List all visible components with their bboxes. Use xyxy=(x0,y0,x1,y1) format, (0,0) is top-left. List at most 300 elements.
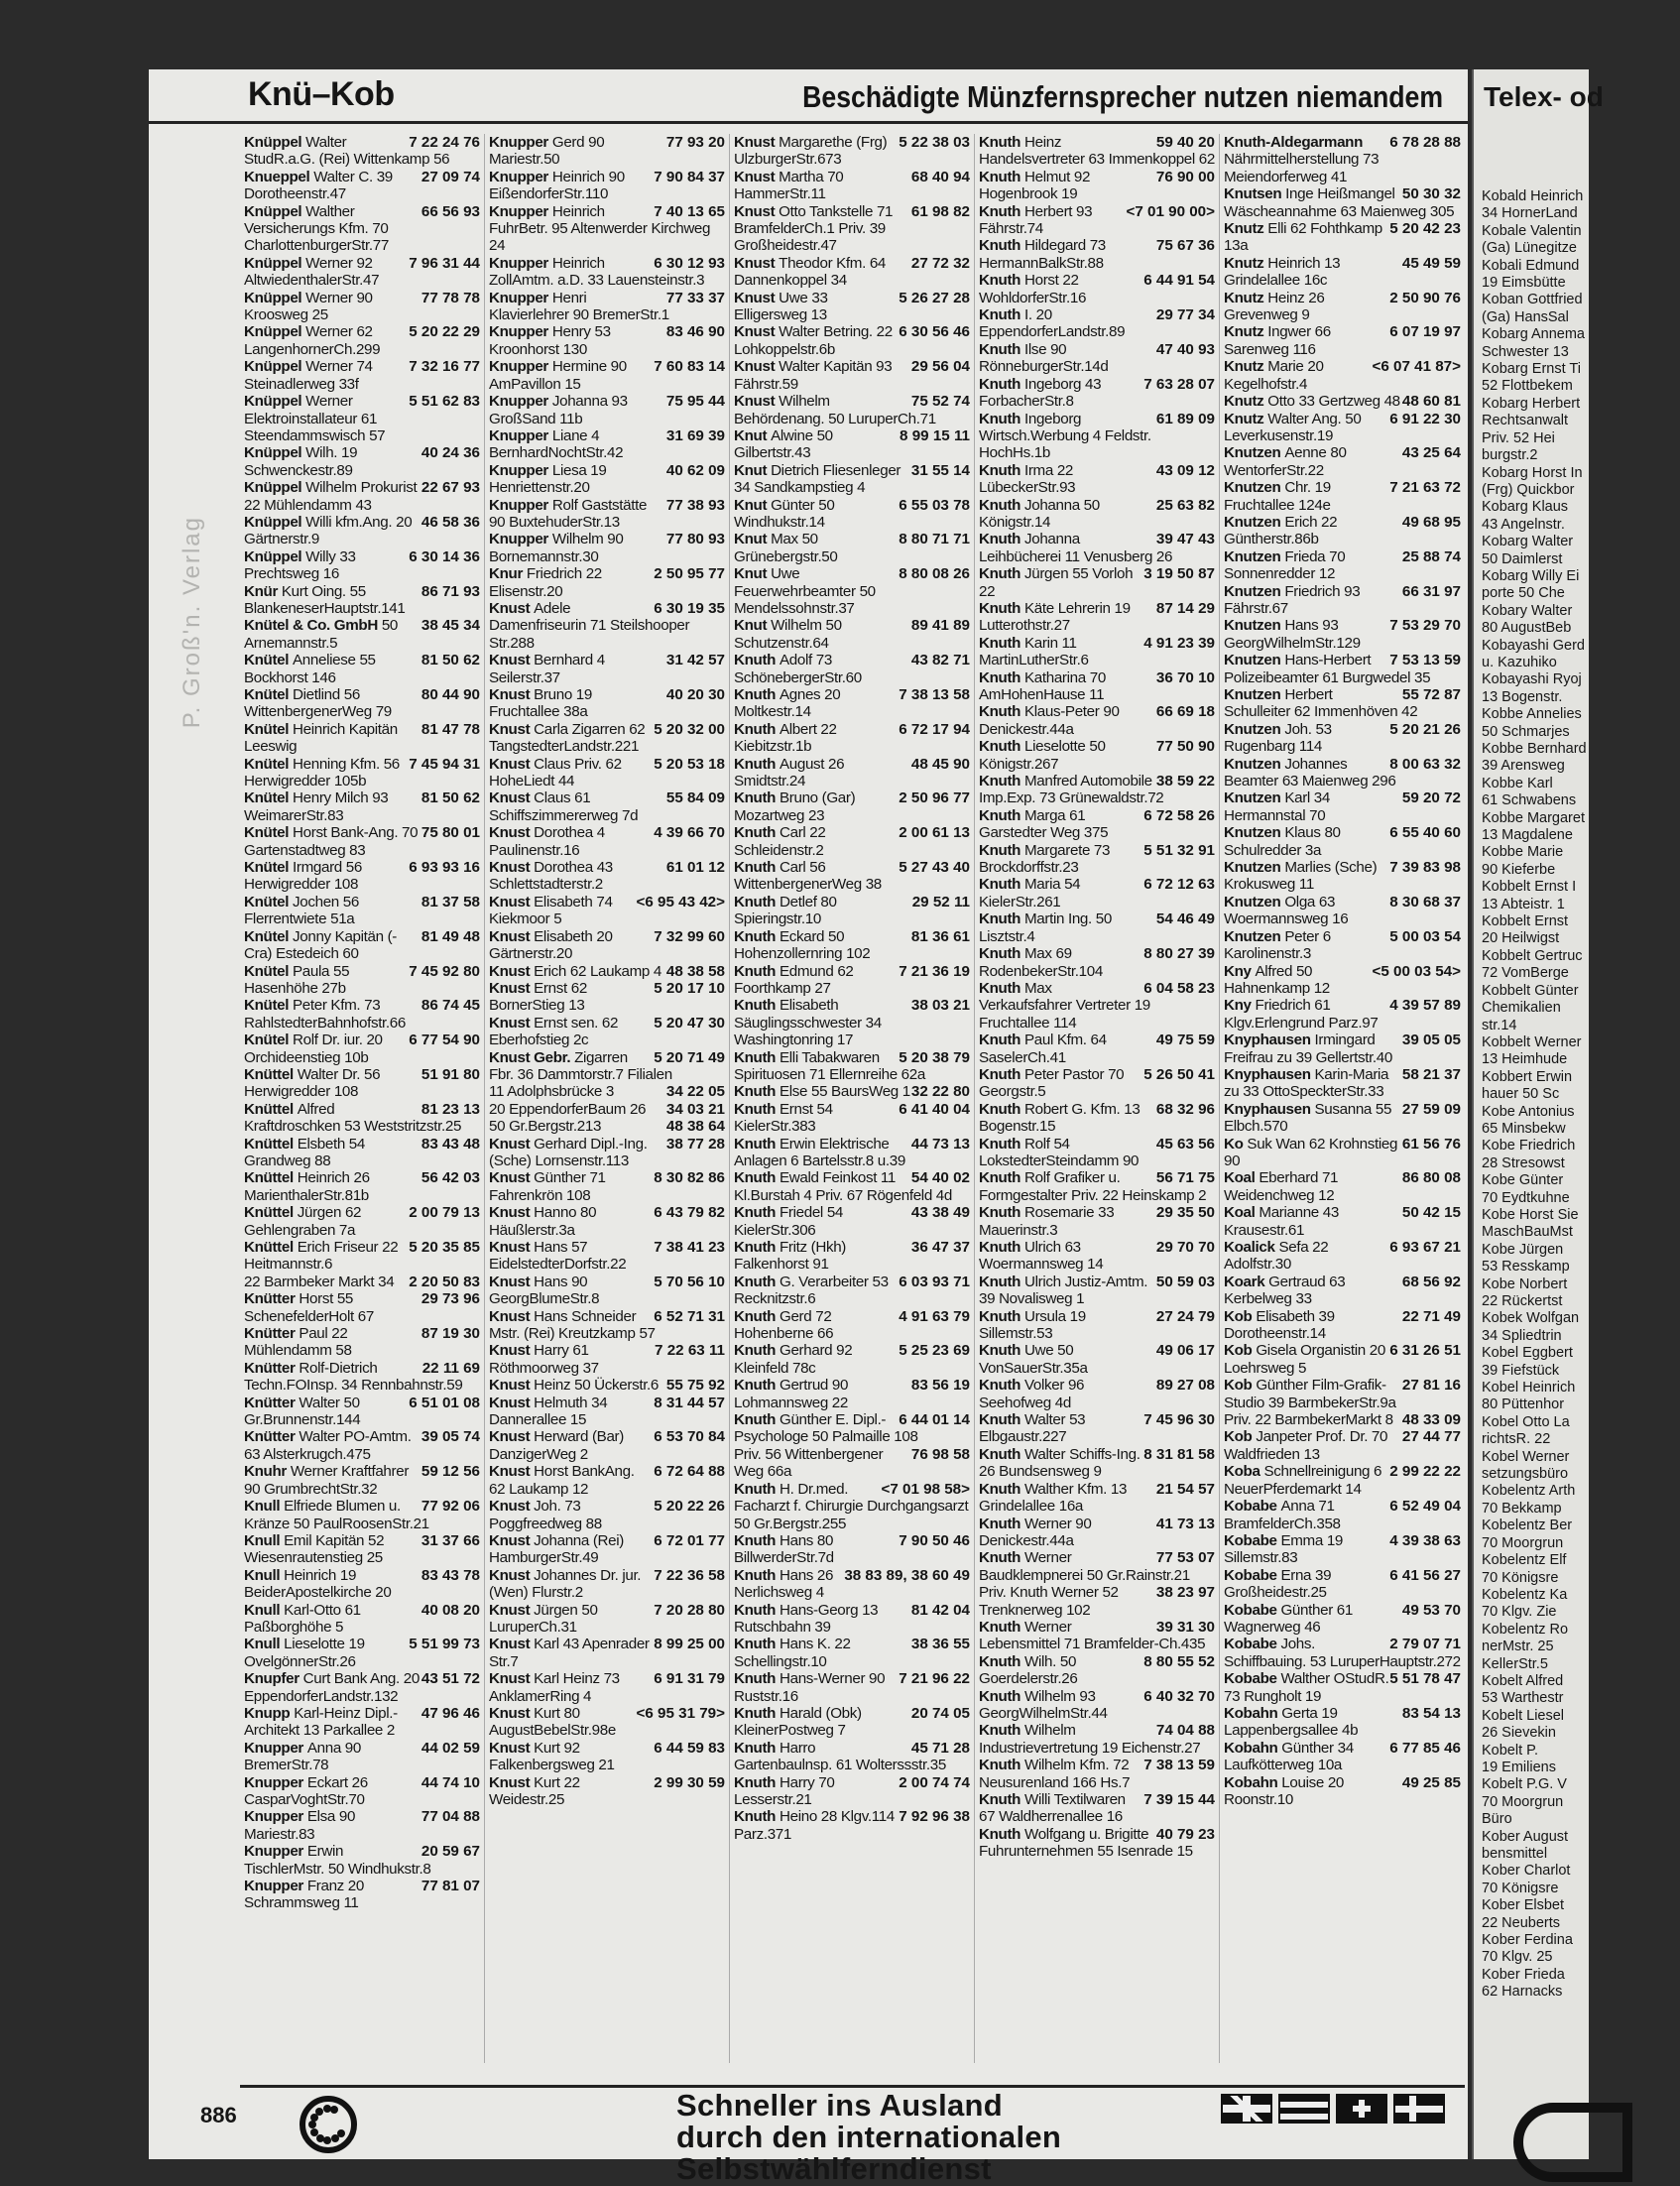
phone-number: 49 06 17 xyxy=(1155,1342,1215,1360)
listing-details: 22 Barmbeker Markt 34 xyxy=(244,1273,395,1290)
phone-number: <6 07 41 87> xyxy=(1372,358,1461,376)
next-page-entry: Kobayashi Gerd xyxy=(1482,637,1585,654)
listing-details: Anneliese 55 Bockhorst 146 xyxy=(244,652,376,686)
listing-entry xyxy=(1224,789,1461,824)
directory-page xyxy=(149,69,1468,2186)
listing-details: Joh. 53 Rugenbarg 114 xyxy=(1224,720,1332,756)
listing-details: Harald (Obk) KleinerPostweg 7 xyxy=(734,1704,862,1740)
listing-details: Gerhard Dipl.-Ing. (Sche) Lornsenstr.113 xyxy=(489,1135,648,1169)
phone-number: 8 80 08 26 xyxy=(899,565,970,583)
listing-entry xyxy=(1224,1532,1461,1567)
dial-hole-icon xyxy=(331,2134,339,2142)
listing-details: Else 55 BaursWeg 1 xyxy=(779,1083,910,1101)
listing-name: Knupper xyxy=(244,1843,307,1861)
listing-entry xyxy=(489,1015,725,1049)
directory-column-3 xyxy=(730,134,975,2063)
listing-entry xyxy=(734,1705,970,1740)
listing-name: Koal xyxy=(1224,1169,1260,1187)
listing-entry xyxy=(1224,1740,1461,1774)
listing-entry xyxy=(979,1516,1215,1550)
next-page-entry: Kobbelt Ernst I xyxy=(1482,879,1577,896)
listing-details: Elfriede Blumen u. Kränze 50 PaulRoosenStr.21 xyxy=(244,1498,429,1532)
listing-name: Knut xyxy=(734,496,772,514)
listing-entry xyxy=(244,1395,480,1429)
listing-name: Knust xyxy=(489,1273,535,1290)
listing-details: Aenne 80 WentorferStr.22 xyxy=(1224,444,1347,479)
listing-details: Paul 22 Mühlendamm 58 xyxy=(244,1325,352,1360)
phone-number: 83 56 19 xyxy=(910,1377,970,1395)
listing-entry xyxy=(734,134,970,169)
listing-entry xyxy=(489,565,725,600)
listing-entry xyxy=(734,358,970,393)
listing-name: Knuth xyxy=(734,1342,780,1360)
listing-details: Max 69 RodenbekerStr.104 xyxy=(979,945,1103,980)
phone-number: 6 31 26 51 xyxy=(1389,1342,1461,1360)
phone-number: 49 75 59 xyxy=(1155,1032,1215,1049)
phone-number: 49 25 85 xyxy=(1401,1773,1461,1791)
listing-details: Ingwer 66 Sarenweg 116 xyxy=(1224,323,1331,358)
next-page-entry: 39 Arensweg xyxy=(1482,758,1565,775)
listing-entry xyxy=(244,479,480,514)
phone-number: 29 77 34 xyxy=(1155,306,1215,324)
listing-entry xyxy=(734,203,970,255)
phone-number: 7 39 83 98 xyxy=(1389,859,1461,877)
phone-number: 46 58 36 xyxy=(420,513,480,531)
phone-number: 7 63 28 07 xyxy=(1143,375,1215,393)
listing-name: Knütel xyxy=(244,997,294,1015)
listing-details: Wilhelm 93 GeorgWilhelmStr.44 xyxy=(979,1687,1108,1722)
listing-entry xyxy=(734,928,970,963)
phone-number: 8 31 44 57 xyxy=(654,1394,725,1411)
listing-name: Knuth xyxy=(979,375,1024,393)
listing-entry xyxy=(734,497,970,532)
listing-entry xyxy=(1224,1602,1461,1637)
next-page-entry: 65 Minsbekw xyxy=(1482,1120,1566,1137)
listing-entry xyxy=(734,997,970,1048)
listing-name: Koark xyxy=(1224,1273,1269,1290)
phone-number: 59 20 72 xyxy=(1401,789,1461,807)
listing-name: Knutzen xyxy=(1224,617,1285,635)
phone-number: 38 77 28 xyxy=(665,1135,725,1153)
listing-entry xyxy=(1224,255,1461,290)
phone-number: 6 07 19 97 xyxy=(1389,323,1461,341)
listing-name: Knuth xyxy=(979,1169,1024,1187)
nordic-flag-icon xyxy=(1393,2094,1445,2124)
listing-entry xyxy=(1224,1636,1461,1670)
phone-number: 80 44 90 xyxy=(420,686,480,703)
listing-name: Knüppel xyxy=(244,254,306,272)
listing-details: Gerd 72 Hohenberne 66 xyxy=(734,1307,834,1343)
phone-number: 6 30 12 93 xyxy=(654,254,725,272)
listing-name: Kobabe xyxy=(1224,1566,1281,1584)
listing-entry xyxy=(734,1377,970,1411)
listing-details: Peter Pastor 70 Georgstr.5 xyxy=(979,1065,1125,1101)
listing-name: Knust xyxy=(489,1394,535,1411)
listing-name: Knust xyxy=(489,686,535,703)
phone-number: 51 91 80 xyxy=(420,1065,480,1083)
listing-details: Kurt 80 AugustBebelStr.98e xyxy=(489,1704,616,1740)
listing-name: Knust xyxy=(489,1601,535,1619)
next-page-entry: 13 Magdalene xyxy=(1482,827,1573,844)
phone-number: 8 30 82 86 xyxy=(654,1169,725,1187)
phone-number: 77 81 07 xyxy=(420,1878,480,1895)
listing-details: Henri Klavierlehrer 90 BremerStr.1 xyxy=(489,289,669,324)
listing-entry xyxy=(1224,617,1461,652)
listing-entry xyxy=(1224,444,1461,479)
phone-number: 59 12 56 xyxy=(420,1463,480,1481)
listing-details: 11 Adolphsbrücke 3 xyxy=(489,1083,614,1101)
phone-number: 81 23 13 xyxy=(420,1100,480,1118)
listing-details: Walter Schiffs-Ing. 26 Bundsensweg 9 xyxy=(979,1445,1140,1481)
listing-details: Liesa 19 Henriettenstr.20 xyxy=(489,461,607,497)
phone-number: 5 51 62 83 xyxy=(409,393,480,411)
listing-details: Emma 19 Sillemstr.83 xyxy=(1224,1531,1344,1567)
listing-entry xyxy=(489,1169,725,1204)
phone-number: 47 96 46 xyxy=(420,1704,480,1722)
phone-number: 2 50 96 77 xyxy=(899,789,970,807)
listing-name: Knut xyxy=(734,531,772,548)
listing-details: Lieselotte 50 Königstr.267 xyxy=(979,738,1106,773)
listing-entry xyxy=(244,290,480,324)
phone-number: 7 53 13 59 xyxy=(1389,652,1461,669)
next-page-entry: u. Kazuhiko xyxy=(1482,654,1557,670)
listing-entry xyxy=(1224,928,1461,963)
listing-entry xyxy=(244,1428,480,1463)
phone-number: 5 20 42 23 xyxy=(1389,220,1461,238)
header-slogan: Beschädigte Münzfernsprecher nutzen niemandem xyxy=(802,79,1443,114)
next-page-entry: 70 Bekkamp xyxy=(1482,1500,1562,1517)
phone-number: 56 42 03 xyxy=(420,1169,480,1187)
listing-details: Johanna 50 Königstr.14 xyxy=(979,496,1100,531)
listing-details: Walter Ang. 50 Leverkusenstr.19 xyxy=(1224,410,1362,444)
listing-entry xyxy=(979,1653,1215,1688)
next-page-entry: Kobbelt Gertruc xyxy=(1482,947,1583,964)
listing-entry xyxy=(979,1342,1215,1377)
listing-name: Knust xyxy=(489,1566,535,1584)
listing-details: Hans-Georg 13 Rutschbahn 39 xyxy=(734,1601,879,1636)
listing-details: Margarethe (Frg) UlzburgerStr.673 xyxy=(734,134,888,169)
listing-name: Knuth xyxy=(734,1480,780,1498)
listing-details: Karl 34 Hermannstal 70 xyxy=(1224,789,1330,824)
phone-number: 6 53 70 84 xyxy=(654,1428,725,1446)
listing-entry xyxy=(734,617,970,652)
listing-entry xyxy=(979,376,1215,411)
phone-number: 66 56 93 xyxy=(420,202,480,220)
listing-entry xyxy=(489,721,725,756)
listing-name: Knust xyxy=(489,1773,535,1791)
next-page-entry: Kobarg Walter xyxy=(1482,534,1574,550)
next-page-entry: Kobe Horst Sie xyxy=(1482,1206,1579,1223)
next-page-entry: Kobelentz Arth xyxy=(1482,1483,1576,1500)
listing-name: Knutzen xyxy=(1224,547,1285,565)
next-page-entry: (Ga) HansSal xyxy=(1482,308,1569,325)
listing-details: Max Verkaufsfahrer Vertreter 19 Fruchtallee 114 xyxy=(979,979,1150,1032)
listing-details: Werner 90 Kroosweg 25 xyxy=(244,289,373,324)
listing-name: Knur xyxy=(489,565,527,583)
phone-number: 45 71 28 xyxy=(910,1739,970,1757)
listing-name: Knuth xyxy=(734,1204,780,1222)
listing-name: Knuth xyxy=(734,927,780,945)
phone-number: 6 91 22 30 xyxy=(1389,410,1461,427)
listing-name: Knutz xyxy=(1224,289,1268,306)
listing-details: Ingeborg 43 ForbacherStr.8 xyxy=(979,375,1102,411)
listing-entry xyxy=(979,1377,1215,1411)
phone-number: 61 56 76 xyxy=(1401,1135,1461,1153)
phone-number: 43 09 12 xyxy=(1155,461,1215,479)
phone-number: 68 32 96 xyxy=(1155,1100,1215,1118)
listing-name: Knutzen xyxy=(1224,582,1285,600)
listing-name: Knuth xyxy=(979,668,1024,686)
listing-name: Knuth xyxy=(979,1032,1024,1049)
listing-details: Klaus 80 Schulredder 3a xyxy=(1224,824,1341,859)
listing-entry xyxy=(244,789,480,824)
phone-number: 59 40 20 xyxy=(1155,134,1215,151)
phone-number: 6 51 01 08 xyxy=(409,1394,480,1411)
phone-number: 55 75 92 xyxy=(665,1377,725,1395)
listing-details: Alfred Kraftdroschken 53 Weststritzstr.25 xyxy=(244,1100,462,1136)
listing-entry xyxy=(734,1567,970,1602)
listing-name: Knüppel xyxy=(244,547,306,565)
listing-entry xyxy=(979,1032,1215,1066)
listing-name: Knuth xyxy=(734,789,780,807)
listing-entry xyxy=(734,1083,970,1100)
phone-number: 61 98 82 xyxy=(910,202,970,220)
listing-name: Knust xyxy=(489,962,535,980)
phone-number: 89 41 89 xyxy=(910,617,970,635)
phone-number: 48 60 81 xyxy=(1401,393,1461,411)
listing-details: Horst BankAng. 62 Laukamp 12 xyxy=(489,1463,635,1498)
listing-details: Uwe 33 Elligersweg 13 xyxy=(734,289,828,324)
listing-entry xyxy=(979,945,1215,980)
phone-number: 6 72 01 77 xyxy=(654,1531,725,1549)
listing-entry xyxy=(244,997,480,1032)
phone-number: 27 81 16 xyxy=(1401,1377,1461,1395)
listing-entry xyxy=(979,842,1215,877)
listing-details: Werner 92 AltwiedenthalerStr.47 xyxy=(244,254,380,290)
listing-entry xyxy=(734,721,970,756)
phone-number: 81 49 48 xyxy=(420,927,480,945)
listing-entry xyxy=(489,980,725,1015)
listing-entry xyxy=(489,497,725,532)
phone-number: 77 33 37 xyxy=(665,289,725,306)
listing-name: Knuth xyxy=(734,755,780,773)
listing-entry xyxy=(734,686,970,721)
phone-number: 76 98 58 xyxy=(910,1445,970,1463)
listing-name: Knuth xyxy=(979,979,1024,997)
phone-number: 89 27 08 xyxy=(1155,1377,1215,1395)
listing-details: Ernst 62 BornerStieg 13 xyxy=(489,979,587,1015)
listing-name: Knuth xyxy=(979,168,1024,185)
listing-entry xyxy=(489,323,725,358)
listing-entry xyxy=(489,1670,725,1705)
listing-name: Kob xyxy=(1224,1342,1257,1360)
listing-entry xyxy=(1224,134,1461,185)
listing-entry xyxy=(979,876,1215,911)
listing-name: Knust xyxy=(489,859,535,877)
listing-details: Emil Kapitän 52 Wiesenrautenstieg 25 xyxy=(244,1531,385,1567)
listing-details: Hans-Werner 90 Ruststr.16 xyxy=(734,1670,886,1705)
listing-entry xyxy=(979,1549,1215,1584)
listing-entry xyxy=(1224,358,1461,393)
next-page-entry: burgstr.2 xyxy=(1482,447,1538,464)
listing-entry xyxy=(489,1204,725,1239)
phone-number: 5 20 71 49 xyxy=(654,1048,725,1066)
next-page-entry: Kobbe Margaret xyxy=(1482,809,1585,826)
listing-details: Max 50 Grünebergstr.50 xyxy=(734,531,838,565)
flags-group xyxy=(1221,2094,1445,2124)
phone-number: 44 74 10 xyxy=(420,1773,480,1791)
listing-details: Peter Kfm. 73 RahlstedterBahnhofstr.66 xyxy=(244,997,406,1032)
listing-name: Kobabe xyxy=(1224,1601,1281,1619)
phone-number: 43 25 64 xyxy=(1401,444,1461,462)
listing-details: Detlef 80 Spieringstr.10 xyxy=(734,893,837,928)
listing-name: Knuth xyxy=(979,1273,1024,1290)
listing-details: Hans 57 EidelstedterDorfstr.22 xyxy=(489,1239,627,1274)
listing-entry xyxy=(244,393,480,444)
listing-details: Heinrich ZollAmtm. a.D. 33 Lauensteinstr.3 xyxy=(489,254,705,290)
listing-details: Carl 22 Schleidenstr.2 xyxy=(734,824,826,859)
phone-number: 5 22 38 03 xyxy=(899,134,970,151)
listing-details: Hans Schneider Mstr. (Rei) Kreutzkamp 57 xyxy=(489,1307,656,1343)
listing-details: 20 EppendorferBaum 26 xyxy=(489,1100,647,1118)
phone-number: 6 77 85 46 xyxy=(1389,1739,1461,1757)
listing-details: Rolf Gaststätte 90 BuxtehuderStr.13 xyxy=(489,496,648,531)
listing-name: Knust xyxy=(489,1307,535,1325)
listing-entry xyxy=(244,548,480,583)
phone-number: 38 03 21 xyxy=(910,997,970,1015)
listing-details: Peter 6 Karolinenstr.3 xyxy=(1224,927,1331,963)
footer-ad-line-2: durch den internationalen xyxy=(676,2120,1062,2154)
listing-entry xyxy=(734,1049,970,1084)
phone-number: 68 40 94 xyxy=(910,168,970,185)
next-page-entry: Kobel Eggbert xyxy=(1482,1345,1573,1362)
listing-name: Knutzen xyxy=(1224,513,1285,531)
dial-hole-icon xyxy=(315,2108,323,2116)
listing-name: Kobabe xyxy=(1224,1636,1281,1653)
listing-name: Knust xyxy=(489,599,535,617)
telephone-icon xyxy=(1513,2103,1632,2182)
listing-details: Ursula 19 Sillemstr.53 xyxy=(979,1307,1086,1343)
listing-details: Wolfgang u. Brigitte Fuhrunternehmen 55 Isenrade 15 xyxy=(979,1825,1193,1861)
listing-details: Wilhelm Prokurist 22 Mühlendamm 43 xyxy=(244,479,418,514)
phone-number: 7 45 92 80 xyxy=(409,962,480,980)
phone-number: 77 93 20 xyxy=(665,134,725,151)
next-page-entry: 39 Fiefstück xyxy=(1482,1362,1560,1379)
phone-number: 40 24 36 xyxy=(420,444,480,462)
listing-details: Walther OStudR. 73 Rungholt 19 xyxy=(1224,1670,1389,1705)
listing-details: Agnes 20 Moltkestr.14 xyxy=(734,686,841,721)
listing-details: Heinrich 90 EißendorferStr.110 xyxy=(489,168,625,203)
listing-name: Knupper xyxy=(489,426,552,444)
listing-name: Knütel xyxy=(244,755,294,773)
listing-name: Knust xyxy=(734,323,780,341)
listing-name: Knuth xyxy=(979,461,1024,479)
listing-entry xyxy=(979,1308,1215,1343)
phone-number: 81 36 61 xyxy=(910,927,970,945)
listing-details: Harry 61 Röthmoorweg 37 xyxy=(489,1342,599,1377)
listing-details: Karin-Maria zu 33 OttoSpeckterStr.33 xyxy=(1224,1065,1389,1101)
listing-name: Knütel xyxy=(244,720,294,738)
listing-entry xyxy=(1224,1204,1461,1239)
listing-entry xyxy=(979,807,1215,842)
listing-details: Kurt 22 Weidestr.25 xyxy=(489,1773,580,1808)
phone-number: 6 72 12 63 xyxy=(1143,876,1215,894)
phone-number: 77 80 93 xyxy=(665,531,725,548)
listing-entry xyxy=(979,1066,1215,1101)
listing-details: Willi kfm.Ang. 20 Gärtnerstr.9 xyxy=(244,513,413,548)
listing-entry xyxy=(244,1204,480,1239)
listing-name: Knuth xyxy=(979,531,1024,548)
listing-details: Erich 22 Güntherstr.86b xyxy=(1224,513,1338,548)
phone-number: 29 73 96 xyxy=(420,1290,480,1308)
listing-entry xyxy=(244,1274,480,1290)
page-number: 886 xyxy=(200,2103,237,2127)
listing-name: Knuth xyxy=(979,738,1024,756)
phone-number: 7 60 83 14 xyxy=(654,358,725,376)
listing-entry xyxy=(1224,1169,1461,1204)
listing-entry xyxy=(244,134,480,169)
listing-entry xyxy=(244,255,480,290)
listing-entry xyxy=(489,756,725,790)
next-page-entry: 43 Angelnstr. xyxy=(1482,516,1565,533)
listing-entry xyxy=(734,290,970,324)
phone-number: 7 20 28 80 xyxy=(654,1601,725,1619)
listing-name: Knust xyxy=(489,1531,535,1549)
listing-name: Knutzen xyxy=(1224,755,1285,773)
phone-number: 22 71 49 xyxy=(1401,1307,1461,1325)
listing-details: Klaus-Peter 90 Denickestr.44a xyxy=(979,703,1120,738)
listing-details: Marie 20 Kegelhofstr.4 xyxy=(1224,358,1324,393)
listing-details: Horst Bank-Ang. 70 Gartenstadtweg 83 xyxy=(244,824,419,859)
next-page-entry: Büro xyxy=(1482,1811,1512,1828)
phone-number: 75 52 74 xyxy=(910,393,970,411)
next-page-entry: nerMstr. 25 xyxy=(1482,1639,1554,1655)
swiss-flag-icon xyxy=(1336,2094,1387,2124)
listing-name: Knuth-Aldegarmann xyxy=(1224,134,1364,151)
listing-details: Joh. 73 Poggfreedweg 88 xyxy=(489,1498,602,1532)
listing-entry xyxy=(244,1532,480,1567)
listing-entry xyxy=(489,1636,725,1670)
listing-entry xyxy=(489,1308,725,1343)
listing-name: Knuth xyxy=(979,773,1024,790)
listing-details: Gerhard 92 Kleinfeld 78c xyxy=(734,1342,853,1377)
listing-details: Friedrich 61 Klgv.Erlengrund Parz.97 xyxy=(1224,997,1379,1032)
listing-details: Bernhard 4 Seilerstr.37 xyxy=(489,652,605,686)
next-page-entry: 50 Schmarjes xyxy=(1482,723,1570,740)
listing-name: Knupper xyxy=(489,202,552,220)
listing-entry xyxy=(979,1169,1215,1204)
phone-number: 5 20 32 00 xyxy=(654,720,725,738)
listing-entry xyxy=(1224,479,1461,514)
next-page-entry: Kober Elsbet xyxy=(1482,1897,1565,1914)
listing-name: Knuth xyxy=(734,1808,780,1826)
next-page-entry: Kobbe Marie xyxy=(1482,844,1564,861)
phone-number: 2 99 30 59 xyxy=(654,1773,725,1791)
listing-name: Knüppel xyxy=(244,393,306,411)
listing-entry xyxy=(1224,1670,1461,1705)
next-page-entry: Kober August xyxy=(1482,1828,1569,1845)
next-page-entry: 34 Spliedtrin xyxy=(1482,1327,1562,1344)
listing-entry xyxy=(489,1136,725,1170)
listing-details: Bruno (Gar) Mozartweg 23 xyxy=(734,789,856,824)
listing-details: Friedrich 93 Fährstr.67 xyxy=(1224,582,1361,617)
listing-details: Helmut 92 Hogenbrook 19 xyxy=(979,168,1091,203)
phone-number: 8 31 81 58 xyxy=(1143,1445,1215,1463)
listing-details: Wilh. 50 Goerdelerstr.26 xyxy=(979,1652,1078,1688)
listing-name: Knüttel xyxy=(244,1100,298,1118)
listing-name: Knuth xyxy=(979,1825,1024,1843)
listing-name: Knuth xyxy=(734,1083,780,1101)
